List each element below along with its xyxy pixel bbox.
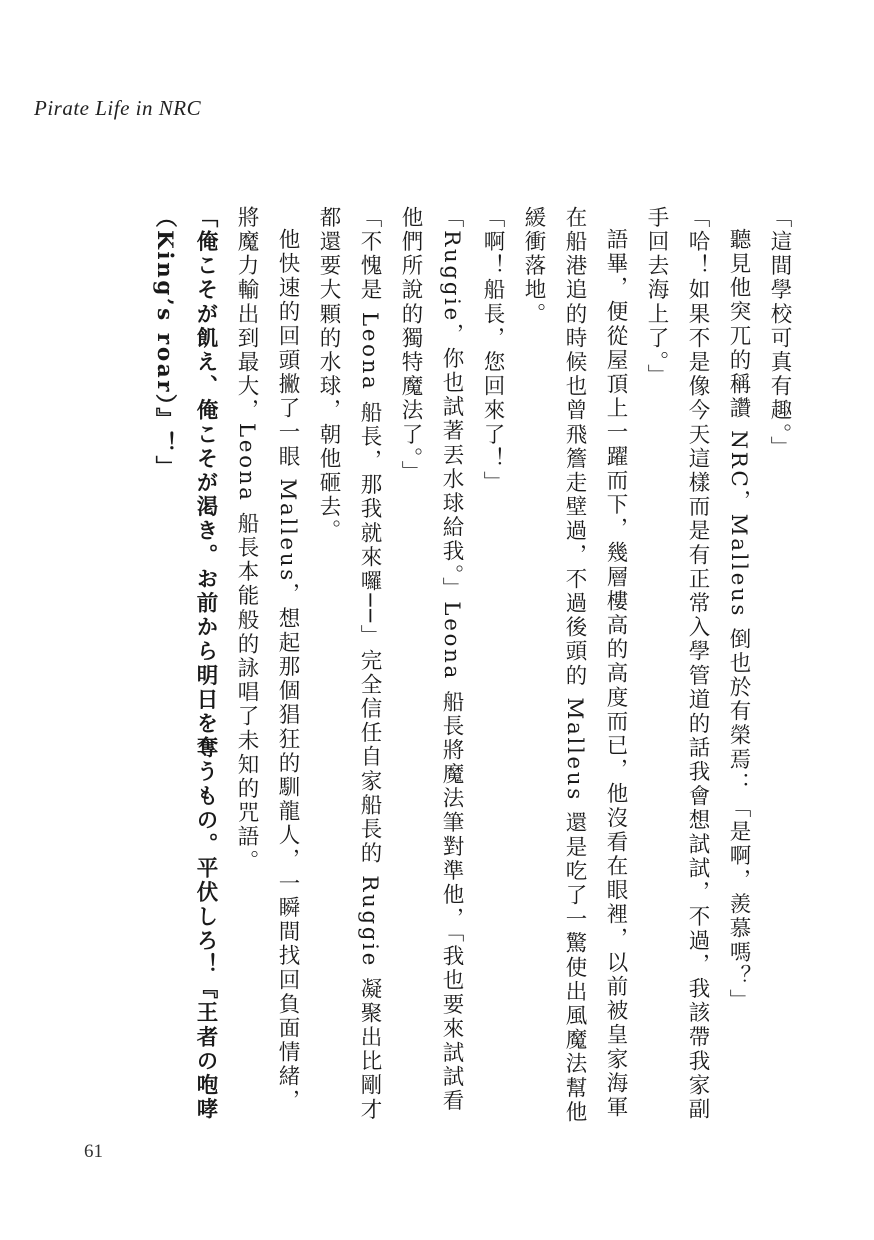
paragraph: 「哈！如果不是像今天這樣而是有正常入學管道的話我會想試試，不過，我該帶我家副手回去海上了。」 [644,206,710,1122]
running-header: Pirate Life in NRC [34,96,202,120]
paragraph: 「這間學校可真有趣。」 [767,206,792,461]
paragraph: 語畢，便從屋頂上一躍而下，幾層樓高的高度而已，他沒看在眼裡，以前被皇家海軍在船港追的時候也曾飛簷走壁過，不過後頭的 Malleus 還是吃了一驚使出風魔法幫他緩衝落地。 [521,206,628,1125]
paragraph: 「啊！船長，您回來了！」 [480,206,505,496]
paragraph: 「不愧是 Leona 船長，那我就來囉──」完全信任自家船長的 Ruggie 凝聚出比剛才都還要大顆的水球，朝他砸去。 [316,206,382,1122]
paragraph: 「Ruggie，你也試著丟水球給我。」Leona 船長將魔法筆對準他，「我也要來試試看他們所說的獨特魔法了。」 [398,206,464,1114]
page-number: 61 [84,1141,103,1162]
paragraph: 他快速的回頭撇了一眼 Malleus，想起那個猖狂的馴龍人，一瞬間找回負面情緒，將魔力輸出到最大，Leona 船長本能般的詠唱了未知的咒語。 [234,206,300,1113]
incantation-paragraph: 「俺こそが飢え、俺こそが渇き。お前から明日を奪うもの。平伏しろ！『王者の咆哮（King’s roar）』！」 [152,206,218,1122]
body-text [100,206,800,1126]
paragraph: 聽見他突兀的稱讚 NRC，Malleus 倒也於有榮焉：「是啊，羨慕嗎？」 [726,227,751,1013]
